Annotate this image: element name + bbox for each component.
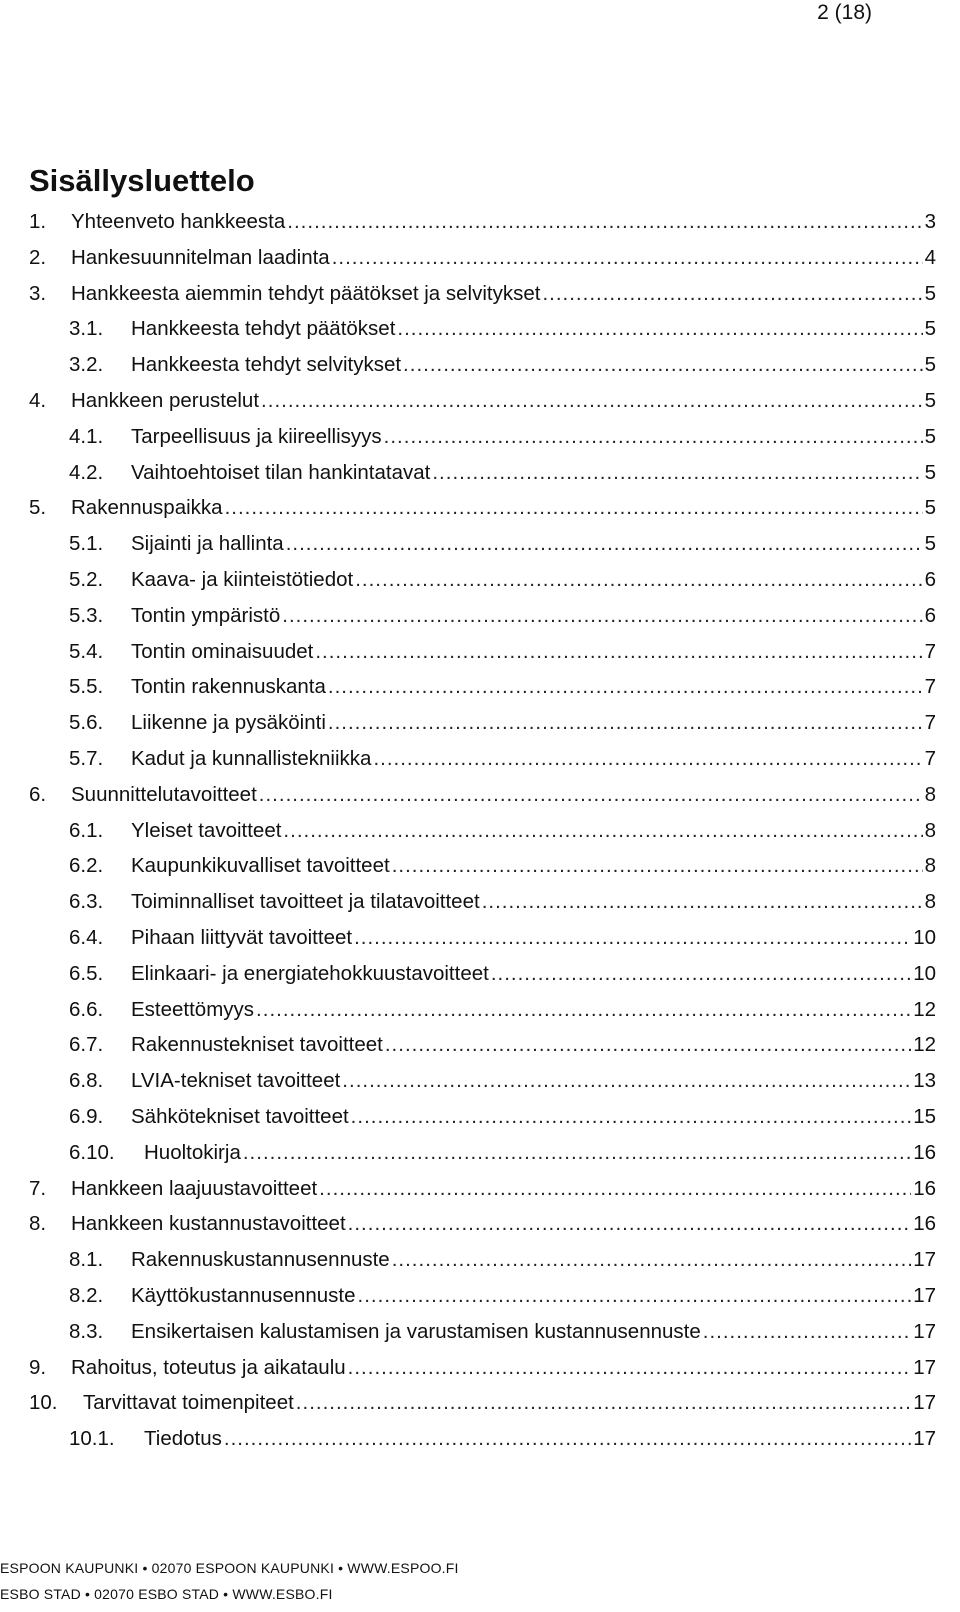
toc-entry-label: Kadut ja kunnallistekniikka — [131, 746, 372, 770]
toc-entry[interactable] — [29, 848, 936, 884]
toc-entry-page: 8 — [924, 890, 936, 914]
toc-entry-label: Vaihtoehtoiset tilan hankintatavat — [131, 460, 431, 484]
toc-dot-leader — [315, 634, 922, 670]
toc-entry[interactable] — [29, 347, 936, 383]
toc-dot-leader — [385, 1027, 911, 1063]
toc-entry-page: 12 — [913, 997, 936, 1021]
toc-entry-number: 6.7. — [69, 1033, 104, 1057]
toc-entry-number: 3.2. — [69, 353, 104, 377]
toc-entry-page: 6 — [924, 603, 936, 627]
toc-entry-number: 5.2. — [69, 567, 104, 591]
toc-dot-leader — [348, 1206, 912, 1242]
toc-entry-number: 4. — [29, 388, 47, 412]
toc-entry[interactable] — [29, 1063, 936, 1099]
toc-dot-leader — [384, 419, 923, 455]
toc-entry-page: 8 — [924, 854, 936, 878]
toc-entry[interactable] — [29, 1027, 936, 1063]
toc-entry[interactable] — [29, 526, 936, 562]
toc-entry[interactable] — [29, 920, 936, 956]
toc-entry-label: Liikenne ja pysäköinti — [131, 711, 326, 735]
toc-entry-number: 5. — [29, 496, 47, 520]
toc-entry-label: Esteettömyys — [131, 997, 255, 1021]
footer-line-swedish: ESBO STAD • 02070 ESBO STAD • WWW.ESBO.FI — [0, 1586, 333, 1602]
toc-dot-leader — [355, 562, 922, 598]
toc-entry[interactable] — [29, 1206, 936, 1242]
toc-entry-number: 6.4. — [69, 925, 104, 949]
toc-entry[interactable] — [29, 705, 936, 741]
toc-entry-page: 5 — [924, 281, 936, 305]
toc-entry[interactable] — [29, 419, 936, 455]
toc-entry-page: 10 — [913, 961, 936, 985]
toc-entry-label: Tontin ominaisuudet — [131, 639, 314, 663]
toc-entry[interactable] — [29, 455, 936, 491]
toc-entry-page: 13 — [913, 1069, 936, 1093]
toc-entry-page: 6 — [924, 567, 936, 591]
toc-entry[interactable] — [29, 1278, 936, 1314]
toc-entry-number: 9. — [29, 1355, 47, 1379]
toc-entry-number: 1. — [29, 210, 47, 233]
toc-dot-leader — [332, 240, 923, 276]
toc-entry-page: 4 — [924, 245, 936, 269]
toc-list — [29, 204, 936, 1457]
toc-dot-leader — [348, 1350, 912, 1386]
toc-entry[interactable] — [29, 884, 936, 920]
toc-entry-page: 17 — [913, 1283, 936, 1307]
toc-entry[interactable] — [29, 1350, 936, 1386]
toc-entry[interactable] — [29, 669, 936, 705]
toc-entry-number: 6.5. — [69, 961, 104, 985]
toc-entry-page: 17 — [913, 1355, 936, 1379]
toc-dot-leader — [256, 992, 911, 1028]
toc-entry-number: 2. — [29, 245, 47, 269]
toc-entry-number: 8. — [29, 1212, 47, 1236]
toc-entry-number: 3.1. — [69, 317, 104, 341]
toc-entry-label: Tarvittavat toimenpiteet — [83, 1391, 294, 1415]
toc-entry-number: 5.4. — [69, 639, 104, 663]
toc-entry[interactable] — [29, 634, 936, 670]
toc-entry-page: 10 — [913, 925, 936, 949]
toc-dot-leader — [358, 1278, 912, 1314]
toc-entry-number: 6.2. — [69, 854, 104, 878]
toc-entry-number: 5.1. — [69, 532, 104, 556]
toc-entry-page: 5 — [924, 317, 936, 341]
toc-entry-page: 5 — [924, 496, 936, 520]
toc-entry-label: Tontin ympäristö — [131, 603, 281, 627]
toc-dot-leader — [703, 1314, 911, 1350]
toc-entry-page: 16 — [913, 1140, 936, 1164]
toc-entry-label: Sijainti ja hallinta — [131, 532, 284, 556]
toc-dot-leader — [286, 526, 923, 562]
toc-dot-leader — [482, 884, 923, 920]
toc-entry-number: 4.2. — [69, 460, 104, 484]
toc-entry-label: Kaupunkikuvalliset tavoitteet — [131, 854, 390, 878]
toc-entry-label: Hankesuunnitelman laadinta — [71, 245, 330, 269]
toc-entry-page: 16 — [913, 1176, 936, 1200]
page-number: 2 (18) — [817, 1, 872, 24]
toc-entry-label: Suunnittelutavoitteet — [71, 782, 257, 806]
toc-entry-number: 6.9. — [69, 1104, 104, 1128]
toc-entry-number: 8.1. — [69, 1248, 104, 1272]
toc-entry-page: 17 — [913, 1319, 936, 1343]
toc-entry-number: 10.1. — [69, 1427, 115, 1451]
toc-entry[interactable] — [29, 490, 936, 526]
toc-entry-page: 5 — [924, 353, 936, 377]
toc-dot-leader — [328, 705, 923, 741]
toc-entry[interactable] — [29, 1314, 936, 1350]
toc-entry[interactable] — [29, 240, 936, 276]
toc-entry-page: 17 — [913, 1391, 936, 1415]
toc-entry-label: Rahoitus, toteutus ja aikataulu — [71, 1355, 346, 1379]
toc-entry-page: 8 — [924, 818, 936, 842]
toc-entry-label: Huoltokirja — [144, 1140, 241, 1164]
toc-entry-number: 6.1. — [69, 818, 104, 842]
toc-entry[interactable] — [29, 956, 936, 992]
toc-entry-number: 5.5. — [69, 675, 104, 699]
toc-entry-label: Hankkeesta aiemmin tehdyt päätökset ja selvitykset — [71, 281, 541, 305]
toc-entry-number: 6. — [29, 782, 47, 806]
toc-dot-leader — [225, 490, 923, 526]
toc-dot-leader — [397, 311, 922, 347]
toc-entry[interactable] — [29, 741, 936, 777]
toc-entry[interactable] — [29, 383, 936, 419]
toc-entry-page: 7 — [924, 675, 936, 699]
toc-dot-leader — [542, 276, 922, 312]
toc-entry-page: 5 — [924, 532, 936, 556]
toc-entry[interactable] — [29, 311, 936, 347]
toc-entry-label: Yleiset tavoitteet — [131, 818, 282, 842]
toc-entry-label: Käyttökustannusennuste — [131, 1283, 356, 1307]
toc-entry-number: 5.6. — [69, 711, 104, 735]
toc-entry[interactable] — [29, 276, 936, 312]
toc-dot-leader — [283, 813, 922, 849]
toc-entry-page: 8 — [924, 782, 936, 806]
toc-dot-leader — [351, 1099, 912, 1135]
toc-entry[interactable] — [29, 1385, 936, 1421]
toc-entry-label: LVIA-tekniset tavoitteet — [131, 1069, 341, 1093]
toc-entry-page: 17 — [913, 1427, 936, 1451]
footer — [0, 1555, 459, 1607]
toc-entry-page: 5 — [924, 388, 936, 412]
toc-entry[interactable] — [29, 1171, 936, 1207]
toc-entry-label: Yhteenveto hankkeesta — [71, 210, 286, 233]
toc-entry-label: Pihaan liittyvät tavoitteet — [131, 925, 353, 949]
toc-entry-label: Hankkeesta tehdyt selvitykset — [131, 353, 402, 377]
toc-entry-label: Tarpeellisuus ja kiireellisyys — [131, 424, 382, 448]
toc-dot-leader — [282, 598, 922, 634]
toc-entry[interactable] — [29, 1242, 936, 1278]
toc-dot-leader — [432, 455, 922, 491]
toc-entry-label: Elinkaari- ja energiatehokkuustavoitteet — [131, 961, 489, 985]
toc-entry-number: 6.8. — [69, 1069, 104, 1093]
toc-dot-leader — [224, 1421, 911, 1457]
toc-entry[interactable] — [29, 813, 936, 849]
toc-entry-number: 5.3. — [69, 603, 104, 627]
toc-entry-number: 3. — [29, 281, 47, 305]
toc-entry-page: 12 — [913, 1033, 936, 1057]
toc-entry-label: Hankkeen laajuustavoitteet — [71, 1176, 318, 1200]
toc-entry-number: 6.3. — [69, 890, 104, 914]
toc-entry-number: 7. — [29, 1176, 47, 1200]
toc-dot-leader — [342, 1063, 911, 1099]
toc-entry[interactable] — [29, 562, 936, 598]
toc-entry-page: 3 — [924, 210, 936, 233]
toc-dot-leader — [296, 1385, 911, 1421]
toc-dot-leader — [392, 1242, 911, 1278]
toc-entry-page: 5 — [924, 424, 936, 448]
toc-dot-leader — [328, 669, 923, 705]
toc-dot-leader — [319, 1171, 911, 1207]
toc-entry-label: Kaava- ja kiinteistötiedot — [131, 567, 354, 591]
toc-entry-label: Hankkeen perustelut — [71, 388, 260, 412]
toc-entry-page: 7 — [924, 746, 936, 770]
toc-entry-label: Toiminnalliset tavoitteet ja tilatavoitteet — [131, 890, 480, 914]
footer-line-finnish: ESPOON KAUPUNKI • 02070 ESPOON KAUPUNKI • WWW.ESPOO.FI — [0, 1560, 459, 1576]
toc-entry[interactable] — [29, 204, 936, 240]
toc-entry-page: 16 — [913, 1212, 936, 1236]
toc-dot-leader — [392, 848, 923, 884]
toc-dot-leader — [243, 1135, 911, 1171]
toc-entry-page: 17 — [913, 1248, 936, 1272]
toc-dot-leader — [261, 383, 923, 419]
toc-dot-leader — [287, 204, 922, 240]
toc-entry-number: 8.2. — [69, 1283, 104, 1307]
toc-entry-number: 6.10. — [69, 1140, 115, 1164]
toc-entry-label: Rakennuspaikka — [71, 496, 223, 520]
toc-entry-number: 5.7. — [69, 746, 104, 770]
toc-title: Sisällysluettelo — [29, 163, 255, 198]
toc-dot-leader — [491, 956, 911, 992]
toc-entry-number: 6.6. — [69, 997, 104, 1021]
toc-entry-label: Rakennuskustannusennuste — [131, 1248, 390, 1272]
toc-entry-label: Tontin rakennuskanta — [131, 675, 326, 699]
toc-dot-leader — [354, 920, 911, 956]
toc-entry[interactable] — [29, 777, 936, 813]
toc-entry-number: 10. — [29, 1391, 58, 1415]
toc-entry-page: 7 — [924, 639, 936, 663]
toc-dot-leader — [403, 347, 923, 383]
toc-dot-leader — [373, 741, 922, 777]
toc-entry[interactable] — [29, 1135, 936, 1171]
toc-entry-label: Ensikertaisen kalustamisen ja varustamisen kustannusennuste — [131, 1319, 701, 1343]
toc-entry-label: Hankkeesta tehdyt päätökset — [131, 317, 396, 341]
toc-entry[interactable] — [29, 1421, 936, 1457]
toc-entry-label: Hankkeen kustannustavoitteet — [71, 1212, 346, 1236]
toc-entry-page: 15 — [913, 1104, 936, 1128]
toc-entry[interactable] — [29, 992, 936, 1028]
toc-entry-label: Sähkötekniset tavoitteet — [131, 1104, 349, 1128]
toc-entry-label: Tiedotus — [144, 1427, 222, 1451]
toc-entry-number: 8.3. — [69, 1319, 104, 1343]
toc-entry[interactable] — [29, 598, 936, 634]
toc-entry-number: 4.1. — [69, 424, 104, 448]
toc-entry-page: 7 — [924, 711, 936, 735]
toc-entry[interactable] — [29, 1099, 936, 1135]
toc-dot-leader — [259, 777, 923, 813]
toc-entry-label: Rakennustekniset tavoitteet — [131, 1033, 383, 1057]
toc-entry-page: 5 — [924, 460, 936, 484]
